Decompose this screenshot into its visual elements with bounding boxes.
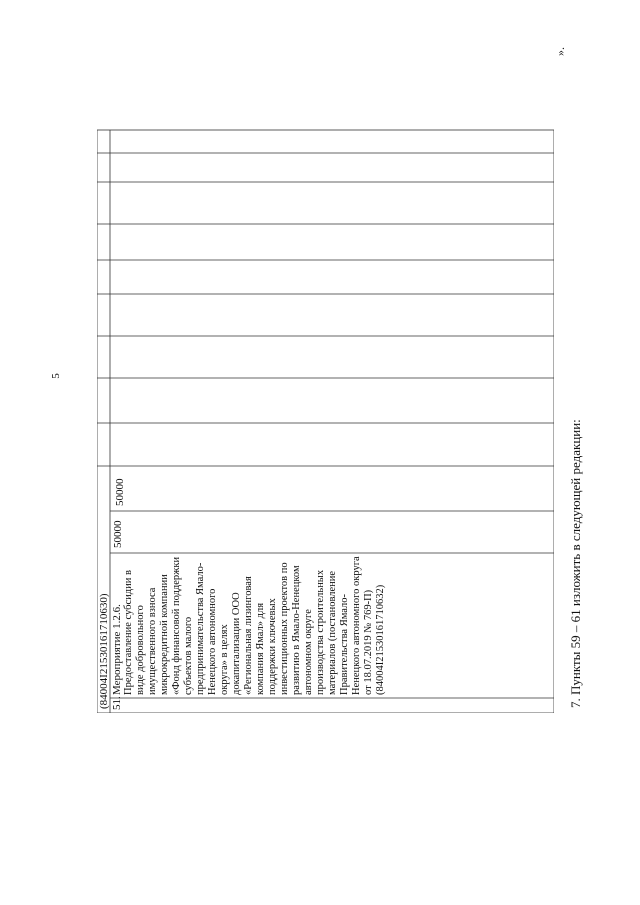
value-cell-2: 50000 <box>114 478 126 506</box>
instruction-text: 7. Пункты 59 – 61 изложить в следующей редакции: <box>568 419 583 708</box>
page-number: 5 <box>49 373 62 379</box>
measure-label: Мероприятие 1.2.6. <box>111 604 123 695</box>
budget-code-top: (84004I21530161710630) <box>98 593 110 709</box>
closing-quote: ». <box>553 47 567 56</box>
value-cell-1: 50000 <box>112 520 124 548</box>
row-number: 51. <box>111 696 123 710</box>
measure-description: Предоставление субсидии в виде добровольного имущественного взноса микрокредитной компании «Фонд финансовой поддержки субъектов малого предпринимательства Ямало-Ненецкого автономного округа» в целях докапитализации ООО «Региональная лизинговая компания Ямал» для поддержки ключевых инвестиционных проектов по развитию в Ямало-Ненецком автономном округе производства строительных материалов (постановление Правительства Ямало-Ненецкого автономного округа от 18.07.2019 № 769-П) (84004I21530161710632) <box>123 556 386 695</box>
rotated-page-content <box>97 30 583 713</box>
